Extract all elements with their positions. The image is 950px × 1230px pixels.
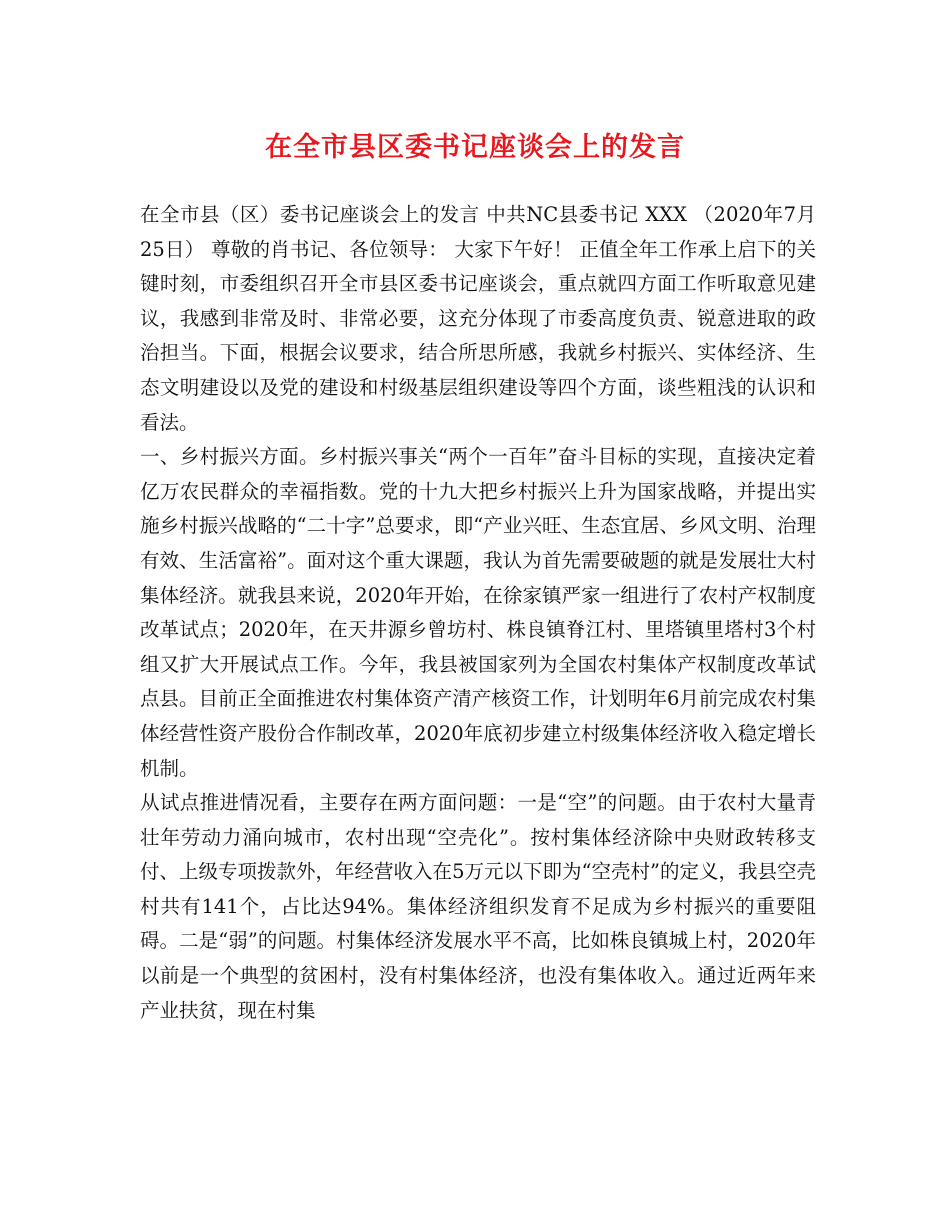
document-title: 在全市县区委书记座谈会上的发言	[265, 132, 685, 163]
document-body	[140, 198, 816, 1028]
paragraph: 在全市县（区）委书记座谈会上的发言 中共NC县委书记 XXX （2020年7月25日） 尊敬的肖书记、各位领导： 大家下午好！ 正值全年工作承上启下的关键时刻，市委组织召开全市县区委书记座谈会，重点就四方面工作听取意见建议，我感到非常及时、非常必要，这充分体现了市委高度负责、锐意进取的政治担当。下面，根据会议要求，结合所思所感，我就乡村振兴、实体经济、生态文明建设以及党的建设和村级基层组织建设等四个方面，谈些粗浅的认识和看法。	[140, 203, 816, 434]
paragraph: 从试点推进情况看，主要存在两方面问题：一是“空”的问题。由于农村大量青壮年劳动力涌向城市，农村出现“空壳化”。按村集体经济除中央财政转移支付、上级专项拨款外，年经营收入在5万元以下即为“空壳村”的定义，我县空壳村共有141个，占比达94%。集体经济组织发育不足成为乡村振兴的重要阻碍。二是“弱”的问题。村集体经济发展水平不高，比如株良镇城上村，2020年以前是一个典型的贫困村，没有村集体经济，也没有集体收入。通过近两年来产业扶贫，现在村集	[140, 791, 816, 1022]
paragraph: 一、乡村振兴方面。乡村振兴事关“两个一百年”奋斗目标的实现，直接决定着亿万农民群众的幸福指数。党的十九大把乡村振兴上升为国家战略，并提出实施乡村振兴战略的“二十字”总要求，即“产业兴旺、生态宜居、乡风文明、治理有效、生活富裕”。面对这个重大课题，我认为首先需要破题的就是发展壮大村集体经济。就我县来说，2020年开始，在徐家镇严家一组进行了农村产权制度改革试点；2020年，在天井源乡曾坊村、株良镇脊江村、里塔镇里塔村3个村组又扩大开展试点工作。今年，我县被国家列为全国农村集体产权制度改革试点县。目前正全面推进农村集体资产清产核资工作，计划明年6月前完成农村集体经营性资产股份合作制改革，2020年底初步建立村级集体经济收入稳定增长机制。	[140, 445, 816, 780]
